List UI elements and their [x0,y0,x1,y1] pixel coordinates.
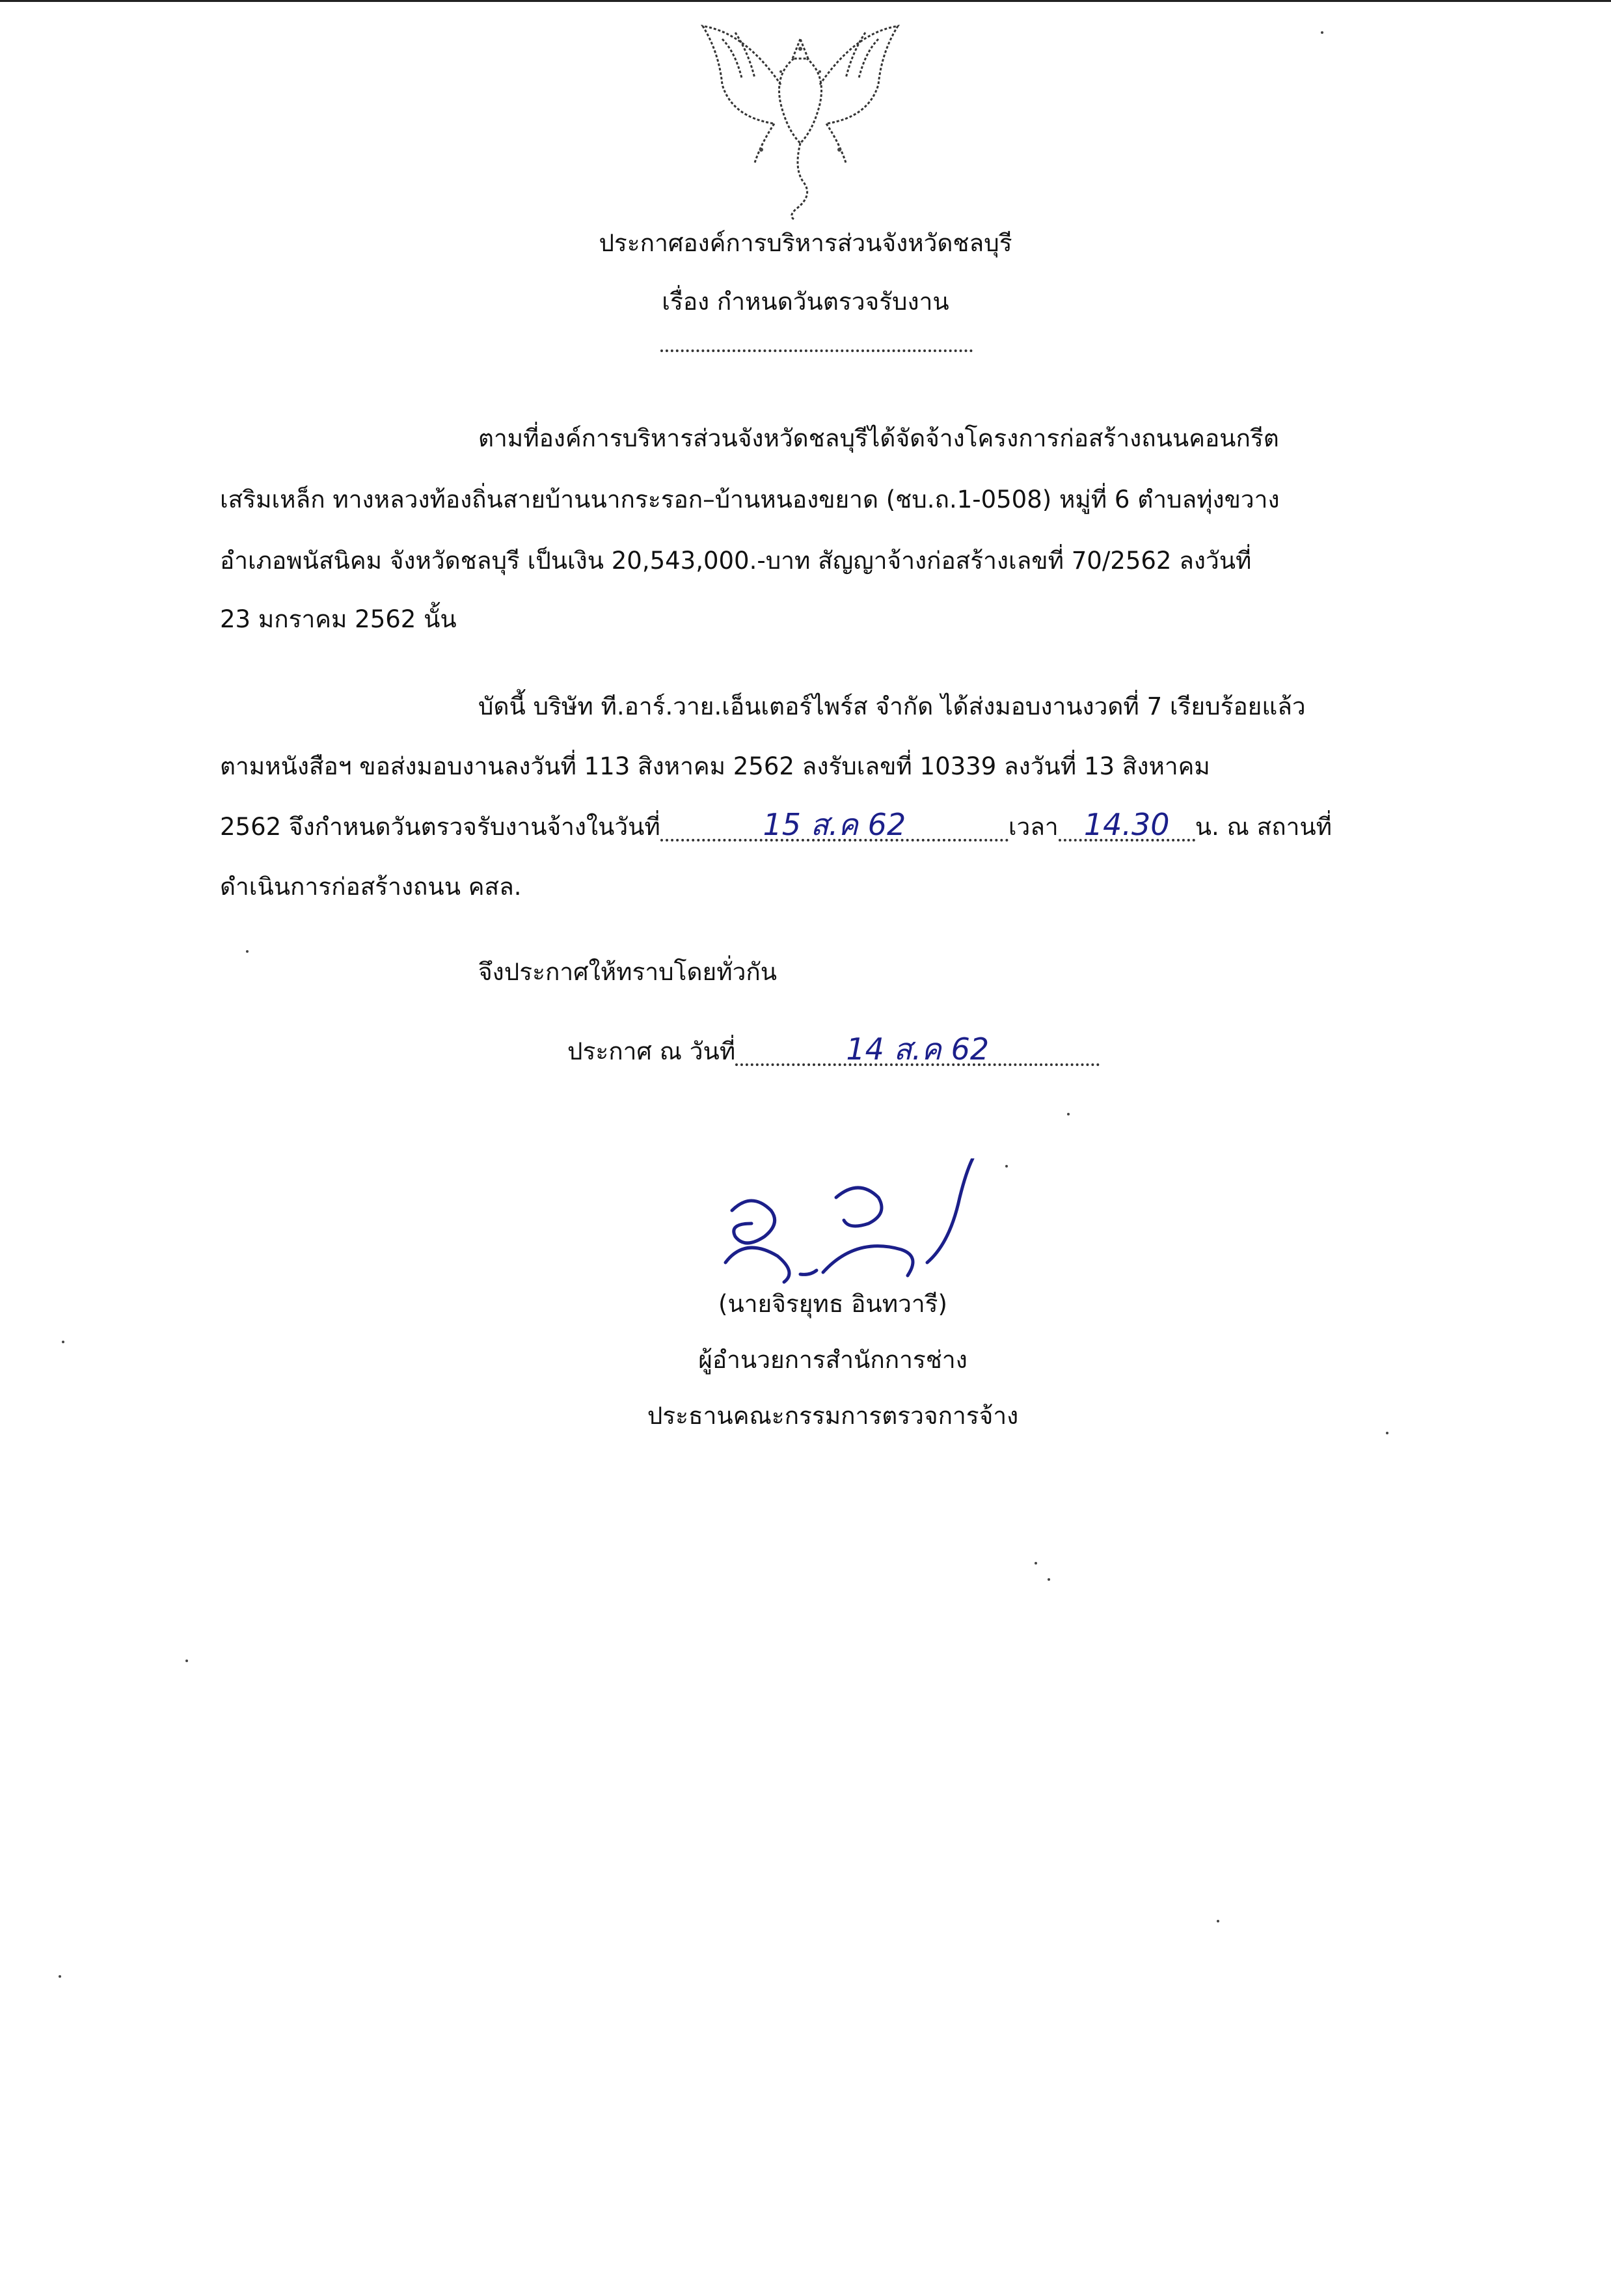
signatory-name: (นายจิรยุทธ อินทวารี) [718,1290,947,1318]
announcement-date-label: ประกาศ ณ วันที่ [567,1037,736,1065]
paragraph1-line4: 23 มกราคม 2562 นั้น [220,605,457,633]
signature-image [706,1158,1018,1295]
paragraph2-line2: ตามหนังสือฯ ขอส่งมอบงานลงวันที่ 113 สิงหาคม 2562 ลงรับเลขที่ 10339 ลงวันที่ 13 สิงหาคม [220,752,1210,780]
scan-speck [185,1660,188,1662]
inspection-location-label: น. ณ สถานที่ [1195,813,1333,841]
paragraph1-line3: อำเภอพนัสนิคม จังหวัดชลบุรี เป็นเงิน 20,543,000.-บาท สัญญาจ้างก่อสร้างเลขที่ 70/2562 ลงวันที่ [220,547,1252,575]
garuda-emblem [683,13,917,221]
announcement-date-line [567,1032,1100,1069]
closing-statement: จึงประกาศให้ทราบโดยทั่วกัน [478,958,778,986]
paragraph1-line2: เสริมเหล็ก ทางหลวงท้องถิ่นสายบ้านนากระรอก–บ้านหนองขยาด (ชบ.ถ.1-0508) หมู่ที่ 6 ตำบลทุ่งขวาง [220,485,1280,513]
scan-speck [62,1341,64,1343]
scan-speck [1048,1578,1050,1581]
signatory-position: ผู้อำนวยการสำนักการช่าง [698,1346,968,1374]
scan-edge-line [0,0,1611,2]
inspection-time-handwritten: 14.30 [1059,810,1195,841]
scan-speck [1067,1113,1070,1115]
title-separator [660,349,973,352]
document-title: ประกาศองค์การบริหารส่วนจังหวัดชลบุรี [599,229,1012,257]
signatory-committee-role: ประธานคณะกรรมการตรวจการจ้าง [647,1402,1019,1430]
document-subject: เรื่อง กำหนดวันตรวจรับงาน [662,288,949,316]
announcement-date-handwritten: 14 ส.ค 62 [735,1035,1100,1066]
paragraph2-line3 [220,807,1333,844]
scan-speck [1321,31,1323,34]
scan-speck [246,950,249,953]
scan-speck [1217,1920,1219,1922]
paragraph2-line4: ดำเนินการก่อสร้างถนน คสล. [220,873,522,901]
inspection-date-handwritten: 15 ส.ค 62 [660,810,1009,841]
paragraph1-line1: ตามที่องค์การบริหารส่วนจังหวัดชลบุรีได้จัดจ้างโครงการก่อสร้างถนนคอนกรีต [478,424,1279,452]
scan-speck [1005,1165,1008,1168]
scan-speck [59,1975,61,1978]
paragraph2-line1: บัดนี้ บริษัท ที.อาร์.วาย.เอ็นเตอร์ไพร์ส จำกัด ได้ส่งมอบงานงวดที่ 7 เรียบร้อยแล้ว [478,692,1306,720]
inspection-time-label: เวลา [1008,813,1059,841]
scan-speck [1386,1432,1388,1434]
scan-speck [1035,1562,1037,1565]
inspection-date-label: 2562 จึงกำหนดวันตรวจรับงานจ้างในวันที่ [220,813,660,841]
